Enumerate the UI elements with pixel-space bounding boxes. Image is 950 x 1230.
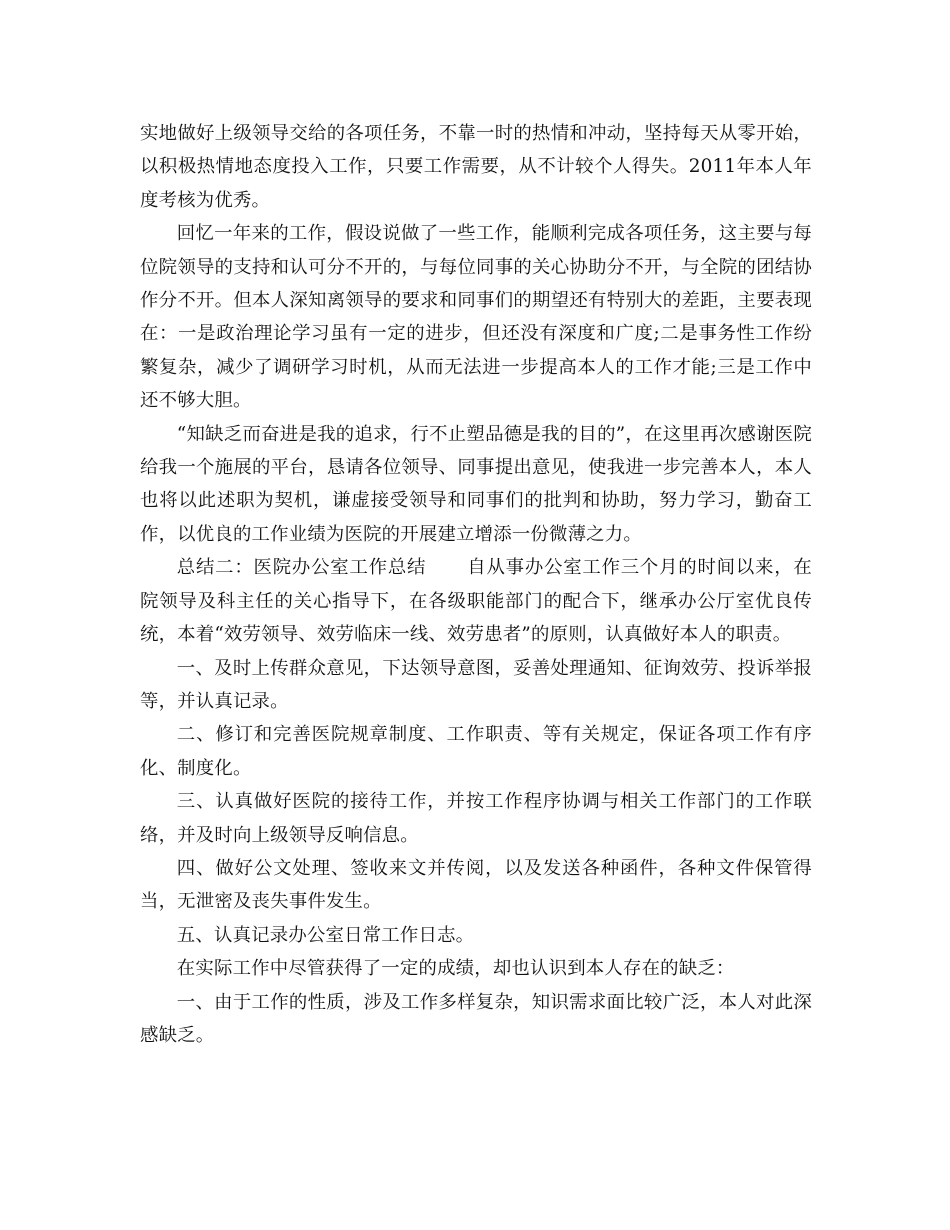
section-heading: 总结二：医院办公室工作总结 bbox=[176, 557, 427, 579]
paragraph-5: 一、及时上传群众意见，下达领导意图，妥善处理通知、征询效劳、投诉举报等，并认真记录。 bbox=[140, 657, 812, 712]
paragraph-1: 实地做好上级领导交给的各项任务，不靠一时的热情和冲动，坚持每天从零开始，以积极热情地态度投入工作，只要工作需要，从不计较个人得失。2011年本人年度考核为优秀。 bbox=[140, 123, 812, 211]
paragraph-9: 五、认真记录办公室日常工作日志。 bbox=[176, 924, 475, 946]
paragraph-6: 二、修订和完善医院规章制度、工作职责、等有关规定，保证各项工作有序化、制度化。 bbox=[140, 724, 812, 779]
paragraph-11: 一、由于工作的性质，涉及工作多样复杂，知识需求面比较广泛，本人对此深感缺乏。 bbox=[140, 991, 812, 1046]
paragraph-2: 回忆一年来的工作，假设说做了一些工作，能顺利完成各项任务，这主要与每位院领导的支持和认可分不开的，与每位同事的关心协助分不开，与全院的团结协作分不开。但本人深知离领导的要求和同事们的期望还有特别大的差距，主要表现在：一是政治理论学习虽有一定的进步，但还没有深度和广度;二是事务性工作纷繁复杂，减少了调研学习时机，从而无法进一步提高本人的工作才能;三是工作中还不够大胆。 bbox=[140, 223, 812, 412]
section-intro: 自从事办公室工作三个月的时间以来，在院领导及科主任的关心指导下，在各级职能部门的配合下，继承办公厅室优良传统，本着“效劳领导、效劳临床一线、效劳患者”的原则，认真做好本人的职责。 bbox=[140, 557, 812, 646]
document-body bbox=[140, 117, 812, 1052]
paragraph-7: 三、认真做好医院的接待工作，并按工作程序协调与相关工作部门的工作联络，并及时向上级领导反响信息。 bbox=[140, 791, 812, 846]
paragraph-4 bbox=[140, 551, 812, 651]
paragraph-10: 在实际工作中尽管获得了一定的成绩，却也认识到本人存在的缺乏： bbox=[176, 958, 735, 980]
paragraph-3: “知缺乏而奋进是我的追求，行不止塑品德是我的目的”，在这里再次感谢医院给我一个施展的平台，恳请各位领导、同事提出意见，使我进一步完善本人，本人也将以此述职为契机，谦虚接受领导和同事们的批判和协助，努力学习，勤奋工作，以优良的工作业绩为医院的开展建立增添一份微薄之力。 bbox=[140, 423, 812, 545]
paragraph-8: 四、做好公文处理、签收来文并传阅，以及发送各种函件，各种文件保管得当，无泄密及丧失事件发生。 bbox=[140, 857, 812, 913]
